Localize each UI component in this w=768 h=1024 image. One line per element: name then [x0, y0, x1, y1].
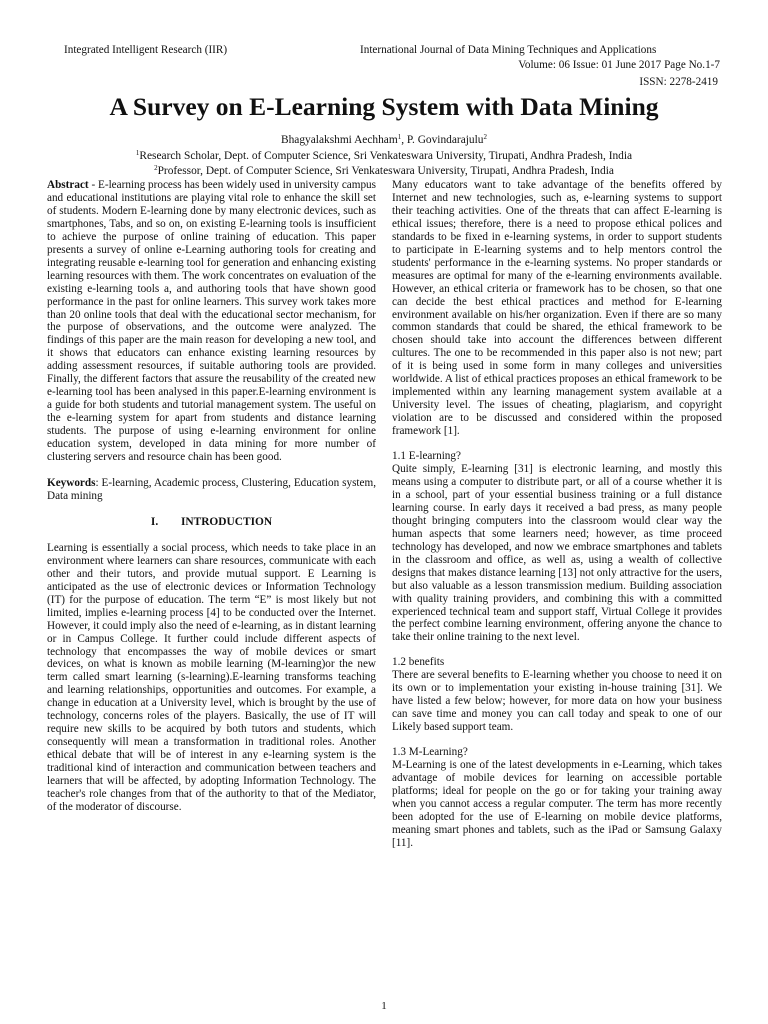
running-header-journal: International Journal of Data Mining Techniques and Applications — [360, 44, 657, 56]
introduction-text: Learning is essentially a social process, which needs to take place in an environment where learners can share resources, communicate with each other and their tutors, and provide mutual support. E Learning is anticipated as the use of electronic devices or Information Technology (IT) for the purpose of education. The term “E” is most likely but not limited, implies e-learning process [4] to be conducted over the Internet. However, it could imply also the need of e-learning, as in distant learning or in Campus College. It further could include different aspects of technology that encompasses the way of mobile devices or smart devices, on what is known as mobile learning (M-learning)or the new term called smart learning (s-learning).E-learning transforms teaching and learning relationships, opportunities and outcomes. For example, a change in education at a University level, which is brought by the use of technology, concerns roles of the players. Basically, the use of IT will require new skills to be acquired by both tutors and students, which consequently will mean a transformation in traditional roles. Another ethical debate that will be of interest in any e-learning system is the traditional kind of interaction and communication between teachers and learners that will be affected, by adopting Information Technology. The teacher's role changes from that of the authority to that of the Mediator, of the moderator of discourse. — [47, 541, 376, 813]
section-heading-introduction: I. INTRODUCTION — [150, 515, 273, 528]
running-header-volume: Volume: 06 Issue: 01 June 2017 Page No.1-7 — [518, 59, 720, 71]
keywords-label: Keywords — [47, 476, 96, 489]
abstract-label: Abstract — [47, 179, 89, 191]
author-separator: , — [401, 134, 407, 146]
ethics-paragraph: Many educators want to take advantage of the benefits offered by Internet and new technologies, such as, e-learning systems to support their teaching activities. One of the threats that can affect E-learning is ethical issues; therefore, there is a need to propose ethical polices and standards to be fixed in e-learning systems, in order to support students to participate in E-learning systems and to help mentors control the students' performance in the e-learning systems. No proper standards or measures are optimal for many of the e-learning environments available. However, an ethical criteria or framework has to be chosen, so that one can decide the best ethical practices and method for E-learning environment available on his/her organization. Even if there are so many common standards that could be shared, the ethical framework to be chosen should take into account the differences between different cultures. The one to be recommended in this paper also is not new; part of it is being used in some form in many colleges and universities worldwide. A list of ethical practices proposes an ethical framework to be implemented within any learning management system available at a University level. The issues of cheating, plagiarism, and copyright violation are to be discussed and considered within the proposed framework [1]. — [392, 179, 722, 438]
author-name: P. Govindarajulu — [406, 134, 484, 146]
subsection-heading: 1.2 benefits — [392, 656, 445, 669]
subsection-text: There are several benefits to E-learning whether you choose to need it on its own or to implementation your existing in-house training [31]. We have listed a few below; however, for more data on how your business can save time and money you can call today and speak to one of our Likely based support team. — [392, 669, 722, 734]
affiliation-marker: 1 — [397, 133, 402, 141]
keywords — [47, 477, 376, 503]
keywords-text: : E-learning, Academic process, Clustering, Education system, Data mining — [47, 476, 376, 502]
left-column — [47, 179, 376, 814]
abstract-text: - E-learning process has been widely used in university campus and educational institutions are playing vital role to enhance the skill set of students. Modern E-learning done by many electronic devices, such as smartphones, Tabs, and so on, on existing E-learning tools is insufficient to achieve the purpose of online training of education. This paper presents a survey of online e-Learning authoring tools for creating and integrating reusable e-learning tool for generation and enhancing existing learning resources with them. The work concentrates on evaluation of the existing e-learning tools a, and authoring tools that have shown good performance in the past for online learners. This survey work takes more than 20 online tools that deal with the educational sector mechanism, for the purpose of observations, and the outcome were analyzed. The findings of this paper are the main reason for developing a new tool, and it shows that educators can enhance existing learning resources by adding assessment resources, if suitable authoring tools are provided. Finally, the different factors that assure the reusability of the created new e-learning tool has been analysed in this paper.E-learning environment is a guide for both students and tutorial management system. The useful on the e-learning system for apart from students and distance learning students. The purpose of using e-learning environment for online education system, developed in data mining for more number of clustering servers and resource chain has been good. — [47, 179, 376, 464]
subsection-text: Quite simply, E-learning [31] is electronic learning, and mostly this means using a computer to distribute part, or all of a course whether it is in a school, part of your essential business training or a full distance learning course. In early days it received a bad press, as many people thought bringing computers into the classroom would clear way the human aspects that some learners need; however, as time proceed technology has developed, and now we embrace smartphones and tablets in the classroom and office, as well as, using a wealth of collective designs that makes distance learning [13] not only attractive for the users, but also valuable as a lesson transmission medium. Building association with quality training providers, and combining this with a committed experienced technical team and support staff, Virtual College it provides the perfect combine learning environment, offering anyone the chance to take their online training to the next level. — [392, 463, 722, 644]
page-number: 1 — [381, 1000, 387, 1012]
affiliation-text: Professor, Dept. of Computer Science, Sri Venkateswara University, Tirupati, Andhra Pradesh, India — [157, 165, 614, 177]
affiliation-text: Research Scholar, Dept. of Computer Science, Sri Venkateswara University, Tirupati, Andhra Pradesh, India — [139, 150, 633, 162]
affiliation-marker: 1 — [135, 149, 140, 157]
author-line — [40, 134, 728, 147]
subsection-text: M-Learning is one of the latest developments in e-Learning, which takes advantage of mobile devices for learning on accessible portable platforms; ideal for people on the go or for taking your training away when you cannot access a regular computer. The term has more recently been adopted for the use of E-learning on mobile device platforms, meaning smart phones and tablets, such as the iPad or Samsung Galaxy [11]. — [392, 759, 722, 849]
affiliation-marker: 2 — [483, 133, 487, 141]
right-column — [392, 179, 722, 850]
subsection-heading: 1.1 E-learning? — [392, 450, 461, 463]
paper-title: A Survey on E-Learning System with Data Mining — [109, 92, 659, 121]
affiliation — [40, 150, 728, 163]
subsection-heading: 1.3 M-Learning? — [392, 746, 468, 759]
running-header-issn: ISSN: 2278-2419 — [639, 76, 718, 88]
running-header-publisher: Integrated Intelligent Research (IIR) — [64, 44, 228, 56]
author-name: Bhagyalakshmi Aechham — [280, 134, 398, 146]
affiliation-marker: 2 — [154, 164, 158, 172]
affiliation — [40, 165, 728, 178]
abstract — [47, 179, 376, 464]
